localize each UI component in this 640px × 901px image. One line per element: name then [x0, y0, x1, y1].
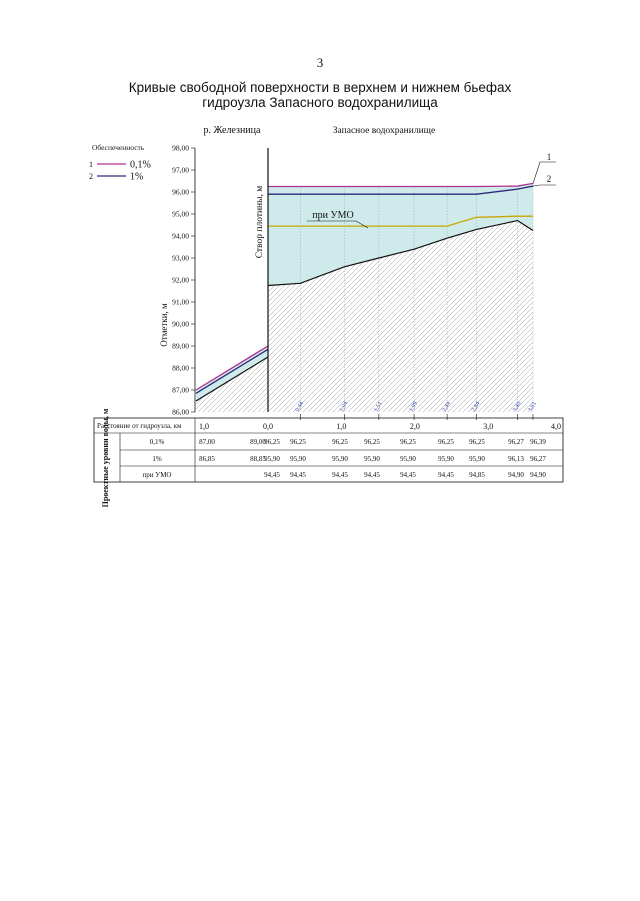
station-label: 1,99 — [408, 400, 420, 413]
table-cell: 86,85 — [199, 455, 215, 463]
table-cell: 95,90 — [332, 455, 348, 463]
table-cell: 89,00 — [250, 438, 266, 446]
station-label: 2,84 — [471, 400, 482, 413]
table-cell: 94,45 — [332, 471, 348, 479]
table-cell: 94,45 — [290, 471, 306, 479]
table-cell: 94,90 — [508, 471, 524, 479]
series-p01-line — [268, 183, 533, 186]
x-tick-label: 2,0 — [409, 422, 420, 431]
table-cell: 96,25 — [438, 438, 454, 446]
y-tick-label: 91,00 — [172, 297, 189, 307]
y-axis-label: Отметки, м — [159, 303, 169, 347]
umo-label: при УМО — [312, 210, 354, 221]
y-tick-label: 98,00 — [172, 143, 189, 153]
station-label: 3,61 — [527, 400, 538, 413]
page-number: 3 — [316, 55, 324, 70]
y-tick-label: 86,00 — [172, 407, 189, 417]
y-tick-label: 97,00 — [172, 165, 189, 175]
table-cell: 96,25 — [400, 438, 416, 446]
legend-item-label: 1% — [130, 171, 144, 183]
table-cell: 94,85 — [469, 471, 485, 479]
dam-label: Створ плотины, м — [255, 185, 265, 259]
station-label: 2,44 — [441, 400, 453, 413]
table-row-label: 1% — [152, 455, 162, 463]
table-cell: 94,45 — [438, 471, 454, 479]
table-cell: 96,27 — [530, 455, 546, 463]
legend-title: Обеспеченность — [92, 143, 145, 152]
table-group-label: Проектные уровни воды, м — [101, 408, 110, 508]
y-tick-label: 90,00 — [172, 319, 189, 329]
x-axis-label: Расстояние от гидроузла, км — [97, 422, 182, 430]
river-label: р. Железница — [203, 125, 261, 136]
table-row-label: 0,1% — [149, 438, 165, 446]
table-cell: 96,25 — [264, 438, 280, 446]
y-tick-label: 87,00 — [172, 385, 189, 395]
table-cell: 94,45 — [264, 471, 280, 479]
y-tick-label: 92,00 — [172, 275, 189, 285]
table-cell: 96,13 — [508, 455, 524, 463]
title-line-2: гидроузла Запасного водохранилища — [202, 95, 438, 110]
x-tick-label: 0,0 — [263, 422, 273, 431]
y-tick-label: 95,00 — [172, 209, 189, 219]
table-cell: 94,45 — [364, 471, 380, 479]
legend-item-number: 1 — [89, 160, 93, 169]
station-label: 1,04 — [338, 400, 350, 413]
table-cell: 95,90 — [438, 455, 454, 463]
station-label: 3,40 — [512, 400, 523, 413]
table-cell: 95,90 — [400, 455, 416, 463]
table-cell: 96,25 — [469, 438, 485, 446]
y-tick-label: 93,00 — [172, 253, 189, 263]
table-cell: 94,45 — [400, 471, 416, 479]
legend-item-number: 2 — [89, 172, 93, 181]
table-cell: 96,27 — [508, 438, 524, 446]
y-tick-label: 88,00 — [172, 363, 189, 373]
callout-2-leader — [533, 185, 556, 186]
table-cell: 95,90 — [469, 455, 485, 463]
y-tick-label: 89,00 — [172, 341, 189, 351]
y-tick-label: 94,00 — [172, 231, 189, 241]
station-label: 0,44 — [294, 400, 306, 413]
reservoir-label: Запасное водохранилище — [332, 126, 436, 136]
station-label: 1,51 — [373, 400, 384, 413]
table-cell: 95,90 — [264, 455, 280, 463]
callout-2: 2 — [546, 174, 552, 184]
y-tick-label: 96,00 — [172, 187, 189, 197]
callout-1: 1 — [546, 152, 552, 162]
table-cell: 96,39 — [530, 438, 546, 446]
table-cell: 96,25 — [364, 438, 380, 446]
table-cell: 88,85 — [250, 455, 266, 463]
table-cell: 96,25 — [290, 438, 306, 446]
table-cell: 87,00 — [199, 438, 215, 446]
table-cell: 96,25 — [332, 438, 348, 446]
table-cell: 95,90 — [364, 455, 380, 463]
x-tick-label: 1,0 — [199, 422, 209, 431]
x-tick-label: 4,0 — [551, 422, 561, 431]
table-cell: 95,90 — [290, 455, 306, 463]
table-row-label: при УМО — [142, 471, 172, 479]
legend-item-label: 0,1% — [130, 159, 151, 171]
x-tick-label: 3,0 — [483, 422, 494, 431]
table-cell: 94,90 — [530, 471, 546, 479]
callout-1-leader — [533, 162, 556, 183]
x-tick-label: 1,0 — [336, 422, 347, 431]
title-line-1: Кривые свободной поверхности в верхнем и нижнем бьефах — [128, 80, 512, 95]
